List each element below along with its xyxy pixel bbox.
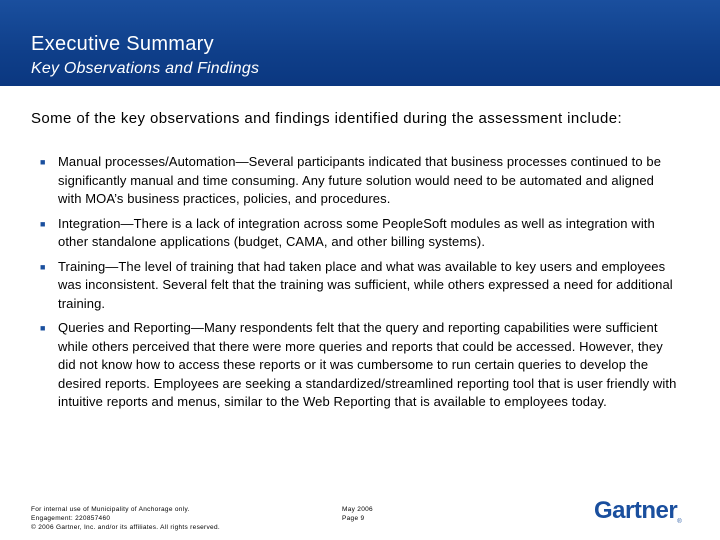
footer-copyright-line: © 2006 Gartner, Inc. and/or its affiliates. All rights reserved. [31,524,220,531]
bullet-icon: ■ [40,261,46,272]
footer-notice [31,505,220,532]
slide-subtitle: Key Observations and Findings [31,60,260,77]
registered-mark: ® [677,519,682,525]
footer-date: May 2006 [342,506,373,513]
list-item [40,258,680,314]
page-number: Page 9 [342,515,365,522]
list-item [40,319,680,412]
list-item-text: Integration—There is a lack of integration across some PeopleSoft modules as well as integration with other standalone applications (budget, CAMA, and other billing systems). [58,215,655,249]
findings-list [40,153,680,418]
logo-text: Gartner [594,497,678,524]
list-item-text: Training—The level of training that had taken place and what was available to key users and employees was inconsistent. Several felt that the training was sufficient, while others expressed a need for additional training. [58,258,673,311]
gartner-logo [594,497,682,525]
intro-text: Some of the key observations and findings identified during the assessment include: [31,110,623,127]
slide-title: Executive Summary [31,33,214,55]
footer-usage-line: For internal use of Municipality of Anchorage only. [31,506,190,513]
bullet-icon: ■ [40,157,46,167]
list-item-text: Queries and Reporting—Many respondents felt that the query and reporting capabilities were sufficient while others perceived that there were more queries and reports that could be accessed. However, they did not know how to access these reports or it was cumbersome to run certain queries to develop the desired reports. Employees are seeking a standardized/streamlined reporting tool that is user friendly with intuitive reports and menus, similar to the Web Reporting that is available to employees today. [58,320,677,409]
list-item [40,215,680,252]
bullet-icon: ■ [40,218,46,229]
list-item [40,153,680,209]
footer-engagement-line: Engagement: 220857460 [31,515,111,522]
list-item-text: Manual processes/Automation—Several participants indicated that business processes continued to be significantly manual and time consuming. Any future solution would need to be automated and aligned with MOA’s business practices, policies, and procedures. [58,154,662,206]
slide-header [0,0,720,86]
bullet-icon: ■ [40,323,46,333]
footer-meta [342,505,373,523]
